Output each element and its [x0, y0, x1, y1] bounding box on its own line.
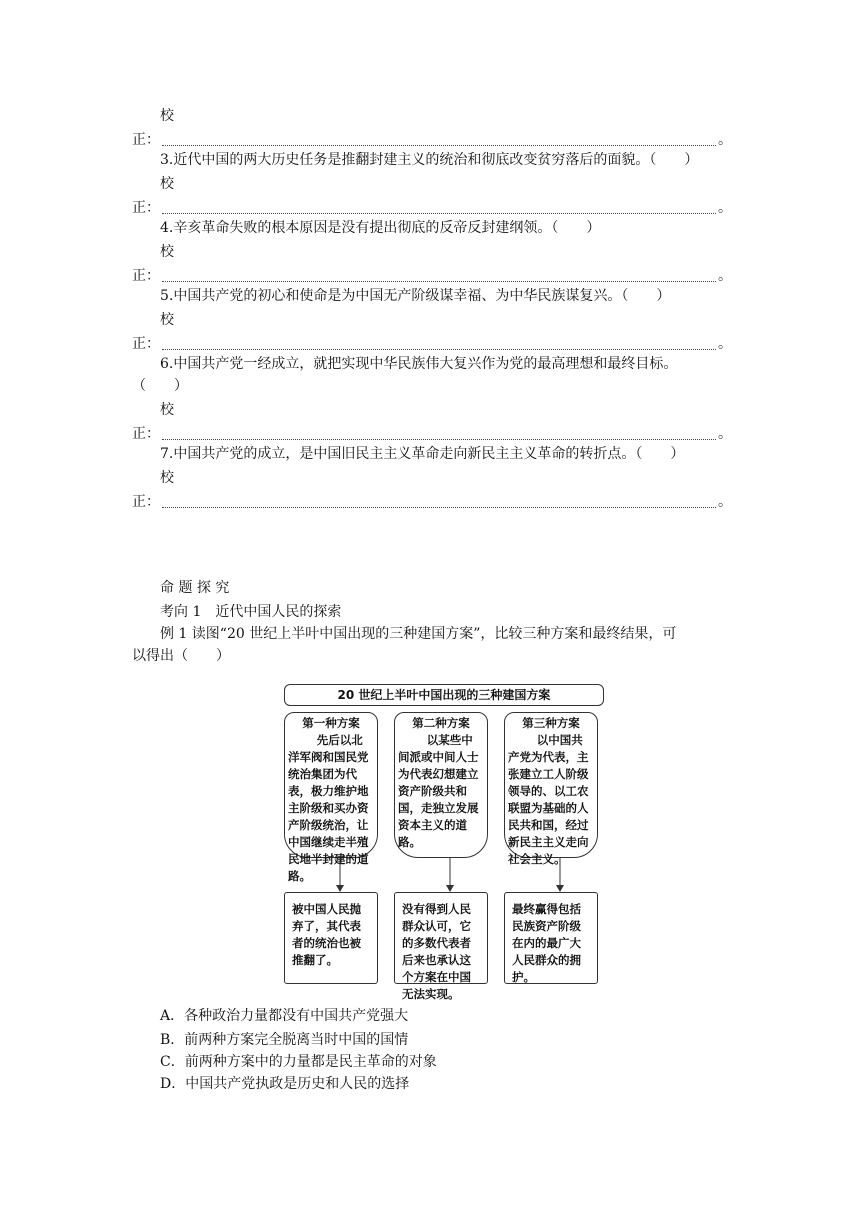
correction-line: [132, 334, 732, 354]
diagram-title: 20 世纪上半叶中国出现的三种建国方案: [284, 684, 604, 706]
jiao-label: 校: [160, 312, 174, 328]
plan-1-box: [284, 712, 378, 883]
result-3-box: 最终赢得包括民族资产阶级在内的最广大人民群众的拥护。: [504, 892, 598, 984]
zheng-label: 正：: [132, 268, 160, 284]
plan-3-body: 以中国共产党为代表，主张建立工人阶级领导的、以工农联盟为基础的人民共和国，经过新民主主义走向社会主义。: [508, 733, 589, 866]
plan-1-head: 第一种方案: [302, 716, 360, 730]
zheng-label: 正：: [132, 494, 160, 510]
result-2-box: 没有得到人民群众认可，它的多数代表者后来也承认这个方案在中国无法实现。: [394, 892, 488, 984]
period: 。: [718, 494, 732, 510]
down-arrow-icon: [444, 858, 456, 892]
dotted-blank: [162, 425, 716, 440]
dotted-blank: [162, 267, 716, 282]
plan-3-box: [504, 712, 598, 866]
jiao-label: 校: [160, 402, 174, 418]
period: 。: [718, 200, 732, 216]
down-arrow-icon: [554, 858, 566, 892]
option-d: D．中国共产党执政是历史和人民的选择: [160, 1076, 410, 1092]
statement-6-paren: （ ）: [132, 378, 188, 394]
plans-diagram: [282, 682, 606, 1001]
direction-heading: 考向 1 近代中国人民的探索: [160, 604, 342, 620]
option-a: A．各种政治力量都没有中国共产党强大: [160, 1008, 409, 1024]
correction-line: [132, 266, 732, 286]
dotted-blank: [162, 335, 716, 350]
statement-6: 6.中国共产党一经成立，就把实现中华民族伟大复兴作为党的最高理想和最终目标。: [160, 356, 678, 372]
zheng-label: 正：: [132, 200, 160, 216]
correction-line: [132, 424, 732, 444]
plan-3-head: 第三种方案: [522, 716, 580, 730]
zheng-label: 正：: [132, 426, 160, 442]
statement-3: 3.近代中国的两大历史任务是推翻封建主义的统治和彻底改变贫穷落后的面貌。（ ）: [160, 152, 699, 168]
plan-1-body: 先后以北洋军阀和国民党统治集团为代表，极力维护地主阶级和买办资产阶级统治，让中国继续走半殖民地半封建的道路。: [288, 733, 369, 883]
jiao-label: 校: [160, 176, 174, 192]
period: 。: [718, 336, 732, 352]
correction-line: [132, 492, 732, 512]
dotted-blank: [162, 493, 716, 508]
plan-2-body: 以某些中间派或中间人士为代表幻想建立资产阶级共和国，走独立发展资本主义的道路。: [398, 733, 479, 849]
option-c: C．前两种方案中的力量都是民主革命的对象: [160, 1054, 437, 1070]
statement-7: 7.中国共产党的成立，是中国旧民主主义革命走向新民主主义革命的转折点。（ ）: [160, 446, 685, 462]
zheng-label: 正：: [132, 336, 160, 352]
example-question: 例 1 读图“20 世纪上半叶中国出现的三种建国方案”，比较三种方案和最终结果，可: [160, 626, 677, 642]
result-1-box: 被中国人民抛弃了，其代表者的统治也被推翻了。: [284, 892, 378, 984]
period: 。: [718, 426, 732, 442]
plan-2-box: [394, 712, 488, 858]
down-arrow-icon: [334, 858, 346, 892]
jiao-label: 校: [160, 244, 174, 260]
dotted-blank: [162, 131, 716, 146]
period: 。: [718, 268, 732, 284]
correction-line: [132, 198, 732, 218]
example-question-cont: 以得出（ ）: [132, 648, 230, 664]
statement-5: 5.中国共产党的初心和使命是为中国无产阶级谋幸福、为中华民族谋复兴。（ ）: [160, 288, 671, 304]
dotted-blank: [162, 199, 716, 214]
statement-4: 4.辛亥革命失败的根本原因是没有提出彻底的反帝反封建纲领。（ ）: [160, 220, 601, 236]
zheng-label: 正：: [132, 132, 160, 148]
plan-2-head: 第二种方案: [412, 716, 470, 730]
jiao-label: 校: [160, 108, 174, 124]
jiao-label: 校: [160, 470, 174, 486]
period: 。: [718, 132, 732, 148]
option-b: B．前两种方案完全脱离当时中国的国情: [160, 1032, 409, 1048]
section-title: 命 题 探 究: [160, 580, 230, 596]
correction-line: [132, 130, 732, 150]
